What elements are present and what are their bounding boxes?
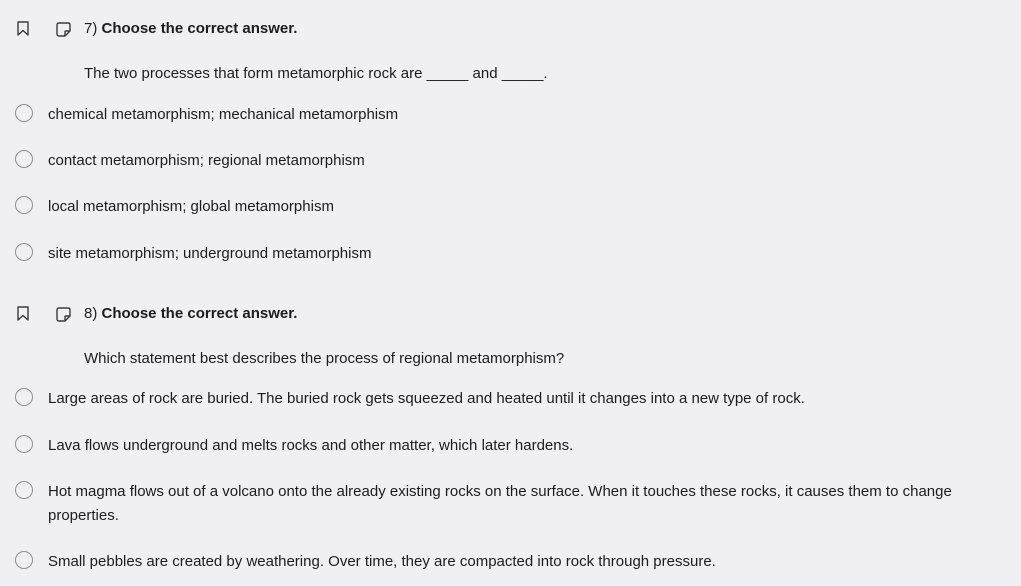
option-label: chemical metamorphism; mechanical metamorphism — [48, 106, 399, 123]
bookmark-icon[interactable] — [17, 306, 29, 321]
bookmark-icon[interactable] — [17, 21, 29, 36]
question-8-header — [0, 302, 1021, 326]
option-label: local metamorphism; global metamorphism — [48, 198, 334, 215]
radio-button[interactable] — [15, 196, 33, 214]
note-icon[interactable] — [56, 307, 71, 322]
radio-button[interactable] — [15, 435, 33, 453]
question-number: 7) — [84, 20, 98, 37]
question-prompt: The two processes that form metamorphic rock are _____ and _____. — [84, 65, 548, 82]
radio-button[interactable] — [15, 551, 33, 569]
question-instruction: Choose the correct answer. — [101, 20, 298, 37]
question-instruction: Choose the correct answer. — [101, 305, 298, 322]
radio-button[interactable] — [15, 104, 33, 122]
question-title — [84, 19, 297, 39]
option-label: Lava flows underground and melts rocks and other matter, which later hardens. — [48, 437, 574, 454]
radio-button[interactable] — [15, 481, 33, 499]
radio-button[interactable] — [15, 150, 33, 168]
question-number: 8) — [84, 305, 98, 322]
note-icon[interactable] — [56, 22, 71, 37]
option-label: site metamorphism; underground metamorphism — [48, 245, 372, 262]
question-7-header — [0, 17, 1021, 41]
radio-button[interactable] — [15, 243, 33, 261]
option-label: contact metamorphism; regional metamorphism — [48, 152, 365, 169]
option-label: Large areas of rock are buried. The buried rock gets squeezed and heated until it changes into a new type of rock. — [48, 390, 805, 407]
question-title — [84, 304, 297, 324]
option-label: Hot magma flows out of a volcano onto the already existing rocks on the surface. When it touches these rocks, it causes them to change properties. — [48, 483, 952, 524]
radio-button[interactable] — [15, 388, 33, 406]
question-prompt: Which statement best describes the process of regional metamorphism? — [84, 350, 565, 367]
option-label: Small pebbles are created by weathering. Over time, they are compacted into rock through pressure. — [48, 553, 716, 570]
